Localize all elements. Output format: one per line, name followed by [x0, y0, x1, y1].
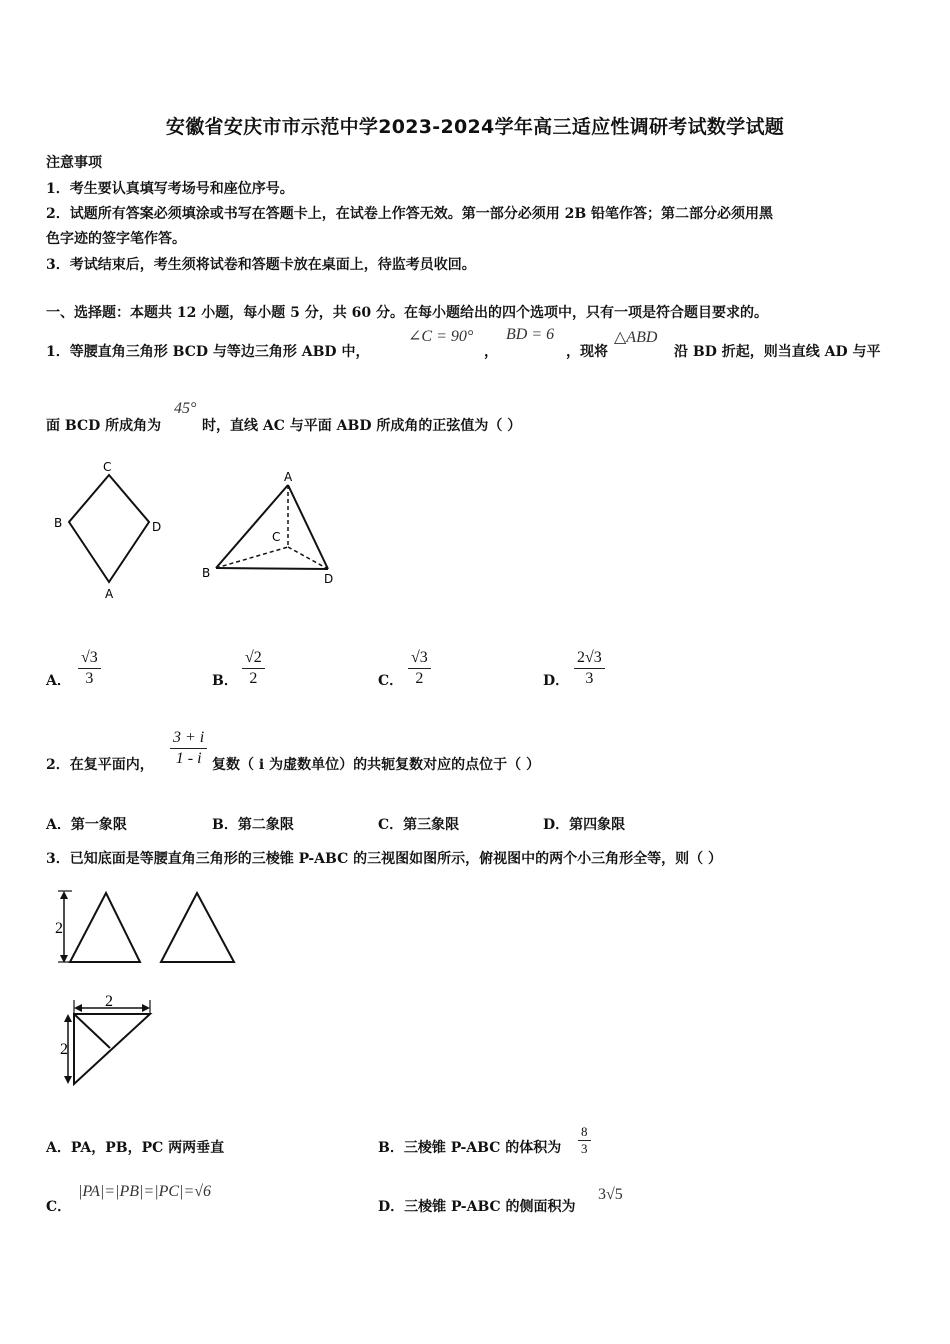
q1-option-d-label: D． [543, 673, 570, 689]
dimension-label: 2 [60, 1041, 68, 1058]
q1-text-a: 1．等腰直角三角形 BCD 与等边三角形 ABD 中， [46, 344, 370, 360]
denominator: 3 [585, 670, 594, 687]
label-d: D [152, 520, 162, 534]
denominator: 3 [85, 670, 94, 687]
page-title: 安徽省安庆市市示范中学2023-2024学年高三适应性调研考试数学试题 [165, 116, 785, 138]
q3-option-a: A．PA，PB，PC 两两垂直 [46, 1140, 225, 1156]
label-d: D [324, 572, 334, 586]
numerator: 3 + i [170, 728, 207, 749]
notice-item: 3．考试结束后，考生须将试卷和答题卡放在桌面上，待监考员收回。 [46, 257, 476, 273]
numerator: 8 [578, 1124, 591, 1141]
q1-option-c-label: C． [378, 673, 404, 689]
q1-figure-tetrahedron [196, 465, 346, 595]
q3-option-c-math: |PA|=|PB|=|PC|=√6 [78, 1183, 212, 1200]
label-a: A [284, 470, 293, 484]
numerator: √3 [78, 648, 101, 669]
numerator: √2 [242, 648, 265, 669]
dimension-label: 2 [55, 920, 63, 937]
notice-item: 色字迹的签字笔作答。 [46, 231, 186, 247]
q3-option-d-math: 3√5 [598, 1186, 623, 1203]
q1-option-a-fraction [78, 648, 101, 689]
q1-text-b: ，现将 [566, 344, 608, 360]
q3-option-d: D．三棱锥 P-ABC 的侧面积为 [378, 1199, 576, 1215]
q1-triangle-abd: △ABD [614, 329, 658, 346]
q2-option-c: C．第三象限 [378, 817, 460, 833]
q2-suffix: 复数（ i 为虚数单位）的共轭复数对应的点位于（ ） [212, 757, 540, 773]
label-c: C [103, 460, 112, 474]
notice-item: 2．试题所有答案必须填涂或书写在答题卡上，在试卷上作答无效。第一部分必须用 2B 铅笔作答；第二部分必须用黑 [46, 206, 774, 222]
label-c: C [272, 530, 281, 544]
section-heading: 一、选择题：本题共 12 小题，每小题 5 分，共 60 分。在每小题给出的四个选项中，只有一项是符合题目要求的。 [46, 305, 768, 321]
q1-option-a-label: A． [46, 673, 71, 689]
notice-heading: 注意事项 [46, 155, 102, 171]
q1-text-e: 时，直线 AC 与平面 ABD 所成角的正弦值为（ ） [202, 418, 522, 434]
q3-top-view [50, 992, 170, 1092]
denominator: 1 - i [175, 750, 202, 767]
q3-option-c-label: C． [46, 1199, 72, 1215]
denominator: 2 [415, 670, 424, 687]
q1-option-c-fraction [408, 648, 431, 689]
label-a: A [105, 587, 114, 601]
q1-option-d-fraction [574, 648, 605, 689]
q1-angle-45: 45° [174, 400, 197, 417]
q1-comma: ， [484, 344, 498, 360]
q1-text-d: 面 BCD 所成角为 [46, 418, 162, 434]
q2-option-b: B．第二象限 [212, 817, 294, 833]
q1-option-b-label: B． [212, 673, 238, 689]
q2-option-d: D．第四象限 [543, 817, 626, 833]
q1-figure-square [46, 455, 176, 605]
q1-text-c: 沿 BD 折起，则当直线 AD 与平 [674, 344, 881, 360]
q1-condition-angle: ∠C = 90° [408, 328, 474, 345]
label-b: B [54, 516, 63, 530]
q3-stem: 3．已知底面是等腰直角三角形的三棱锥 P-ABC 的三视图如图所示，俯视图中的两个小三角形全等，则（ ） [46, 851, 723, 867]
numerator: √3 [408, 648, 431, 669]
notice-item: 1．考生要认真填写考场号和座位序号。 [46, 181, 294, 197]
label-b: B [202, 566, 211, 580]
q3-front-side-views [50, 885, 250, 975]
q1-option-b-fraction [242, 648, 265, 689]
numerator: 2√3 [574, 648, 605, 669]
q2-fraction [170, 728, 207, 769]
q2-prefix: 2．在复平面内， [46, 757, 154, 773]
dimension-label: 2 [105, 993, 113, 1010]
q3-option-b: B．三棱锥 P-ABC 的体积为 [378, 1140, 562, 1156]
q1-condition-bd: BD = 6 [506, 326, 555, 343]
denominator: 2 [249, 670, 258, 687]
q3-option-b-fraction [578, 1124, 591, 1157]
denominator: 3 [581, 1141, 588, 1156]
q2-option-a: A．第一象限 [46, 817, 127, 833]
